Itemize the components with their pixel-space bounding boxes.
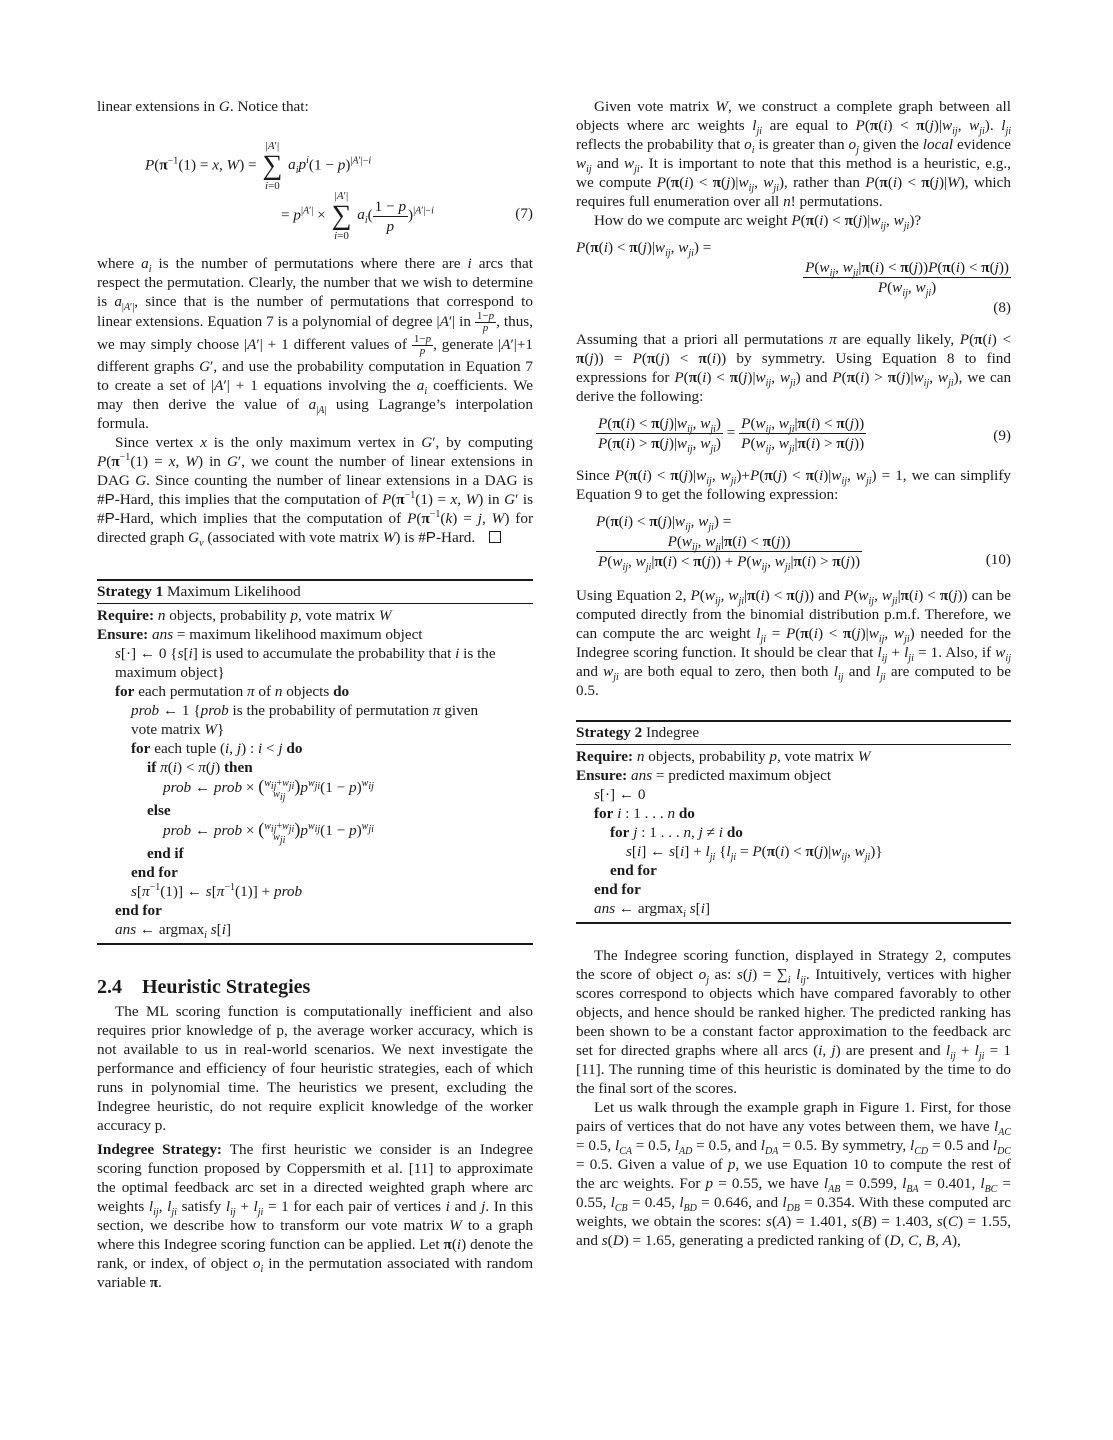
paragraph-walkthrough: Let us walk through the example graph in Figure 1. First, for those pairs of vertices that do not have any votes between them, we have $l_{AC} = 0.5$, $l_{CA} = 0.5$, $l_{AD} = 0.5$, and $l_{DA} = 0.5$. By symmetry, $l_{CD} = 0.5$ and $l_{DC} = 0.5$. Given a value of p, we use Equation 10 to compute the rest of the arc weights. For p = 0.55, we have $l_{AB} = 0.599$, $l_{BA} = 0.401$, $l_{BC} = 0.55$, $l_{CB} = 0.45$, $l_{BD} = 0.646$, and $l_{DB} = 0.354$. With these computed arc weights, we obtain the scores: s(A) = 1.401, s(B) = 1.403, s(C) = 1.55, and s(D) = 1.65, generating a predicted ranking of (D, C, B, A),	[576, 1099, 1012, 1249]
paragraph-indegree-function: The Indegree scoring function, displayed in Strategy 2, computes the score of object $o_j$ as: $s(j) = \sum_i$ $l_{ij}$. Intuitively, vertices with higher scores correspond to objects which have compared favorably to other objects, and hence should be ranked higher. The predicted ranking has been shown to be a constant factor approximation to the feedback arc set for directed graphs where all arcs (i, j) are present and $l_{ij} + l_{ji} = 1$ [11]. The running time of this heuristic is dominated by the time to do the final sort of the scores.	[576, 947, 1012, 1097]
paragraph-how: How do we compute arc weight $P(\pi(i) < \pi(j)|w_{ij}$, $w_{ji}$)?	[594, 212, 922, 233]
paragraph-ml: The ML scoring function is computationally inefficient and also requires prior knowledge of p, the average worker accuracy, which is not available to us in real-world scenarios. We next investigate the performance and efficiency of four heuristic strategies, each of which runs in polynomial time. The heuristics we present, excluding the Indegree heuristic, do not require explicit knowledge of the worker accuracy p.	[97, 1003, 533, 1134]
strategy-1-header: Strategy 1 Maximum Likelihood	[97, 581, 533, 604]
paragraph-ai: where $a_i$ is the number of permutations where there are i arcs that respect the permutation. Clearly, the number that we wish to determine is $a_{|A'|}$, since that is the number of permutations that correspond to linear extensions. Equation 7 is a polynomial of degree |A′| in $\frac{1-p}{p}$ , thus, we may simply choose |A′| + 1 different values of $\frac{1-p}{p}$ , generate |A′|+1 different graphs G′, and use the probability computation in Equation 7 to create a set of |A′| + 1 equations involving the $a_i$ coefficients. We may then derive the value of $a_{|A|}$ using Lagrange’s interpolation formula.	[97, 255, 534, 432]
strategy-1-algorithm: Strategy 1 Maximum Likelihood Require: n objects, probability p, vote matrix W Ensure: ans = maximum likelihood maximum object s[·] ← 0 {s[i] is used to accumulate the probability that i is the maximum object} for each permutation π of n objects do prob ← 1 {prob is the probability of permutation π given vote matrix W} for each tuple (i, j) : i < j do if π(i) < π(j) then prob ← prob × ( $w_{ij}+w_{ji}$ $w_{ij}$ )$p^{w_{ji}}(1 - p)^{w_{ij}}$ else prob ← prob × ( $w_{ij}+w_{ji}$ $w_{ji}$ )$p^{w_{ij}}(1 - p)^{w_{ji}}$ end if end for $s[\pi^{-1}(1)]$ ← $s[\pi^{-1}(1)]$ + prob end for ans ← argmax$_i$ s[i]	[97, 579, 533, 945]
qed-box	[489, 531, 501, 543]
right-column	[576, 97, 1011, 1250]
paragraph-vertex: Since vertex x is the only maximum vertex in G′, by computing $P(\pi^{-1}(1) = x$, W) in G′, we count the number of linear extensions in DAG G. Since counting the number of linear extensions in a DAG is #P-Hard, this implies that the computation of $P(\pi^{-1}(1) = x$, W) in G′ is #P-Hard, which implies that the computation of $P(\pi^{-1}(k) = j$, W) for directed graph $G_v$ (associated with vote matrix W) is #P-Hard.	[97, 434, 534, 550]
intro-paragraph: linear extensions in G. Notice that:	[97, 98, 309, 115]
equation-8: $P(\pi(i) < \pi(j)|w_{ij}$, $w_{ji}$) = $\frac{P(w_{ij}, w_{ji}|\pi(i) < \pi(j))P(\pi(i) < \pi(j))}{P(w_{ij}, w_{ji})}$ (8)	[576, 239, 1011, 316]
paragraph-using: Using Equation 2, $P(w_{ij}$, $w_{ji}|\pi(i) < \pi(j)$) and $P(w_{ij}$, $w_{ji}|\pi(i) < \pi(j)$) can be computed directly from the binomial distribution p.m.f. Therefore, we can compute the arc weight $l_{ji} = P(\pi(i) < \pi(j)|w_{ij}$, $w_{ji}$) needed for the Indegree scoring function. It should be clear that $l_{ij} + l_{ji} = 1$. Also, if $w_{ij}$ and $w_{ji}$ are both equal to zero, then both $l_{ij}$ and $l_{ji}$ are computed to be 0.5.	[576, 587, 1012, 699]
paragraph-indegree: Indegree Strategy: The first heuristic we consider is an Indegree scoring function proposed by Coppersmith et al. [11] to approximate the optimal feedback arc set in a directed weighted graph where arc weights $l_{ij}$, $l_{ji}$ satisfy $l_{ij} + l_{ji} = 1$ for each pair of vertices i and j. In this section, we describe how to transform our vote matrix W to a graph where this Indegree scoring function can be applied. Let π(i) denote the rank, or index, of object $o_i$ in the permutation associated with random variable π.	[97, 1141, 534, 1291]
equation-9: $\frac{P(\pi(i) < \pi(j)|w_{ij}, w_{ji})}{P(\pi(i) > \pi(j)|w_{ij}, w_{ji})}$ = $\frac{P(w_{ij}, w_{ji}|\pi(i) < \pi(j))}{P(w_{ij}, w_{ji}|\pi(i) > \pi(j))}$ (9)	[598, 415, 1011, 456]
strategy-2-header: Strategy 2 Indegree	[576, 722, 1011, 745]
equation-number: (8)	[993, 299, 1011, 316]
paragraph-assume: Assuming that a priori all permutations π are equally likely, P(π(i) < π(j)) = P(π(j) < π(i)) by symmetry. Using Equation 8 to find expressions for $P(\pi(i) < \pi(j)|w_{ij}$, $w_{ji}$) and $P(\pi(i) > \pi(j)|w_{ij}$, $w_{ji}$), we can derive the following:	[576, 331, 1012, 405]
left-column	[97, 97, 533, 1292]
paragraph-given: Given vote matrix W, we construct a complete graph between all objects where arc weights $l_{ji}$ are equal to $P(\pi(i) < \pi(j)|w_{ij}$, $w_{ji}$). $l_{ji}$ reflects the probability that $o_i$ is greater than $o_j$ given the local evidence $w_{ij}$ and $w_{ji}$. It is important to note that this method is a heuristic, e.g., we compute $P(\pi(i) < \pi(j)|w_{ij}$, $w_{ji}$), rather than P(π(i) < π(j)|W), which requires full enumeration over all n! permutations.	[576, 98, 1012, 210]
equation-number: (9)	[993, 427, 1011, 444]
paragraph-since: Since $P(\pi(i) < \pi(j)|w_{ij}$, $w_{ji})+P(\pi(j) < \pi(i)|w_{ij}$, $w_{ji}) = 1$, we can simplify Equation 9 to get the following expression:	[576, 467, 1012, 503]
section-heading: 2.4 Heuristic Strategies	[97, 976, 311, 998]
equation-7: $P(\pi^{-1}(1) = x$, W) = |A′| ∑ i=0 $a_ip^i(1 - p)^{|A'|-i}$ = $p^{|A'|} \times |A'|$ ∑ i=0 $a_i$( $\frac{1 - p}{p}$ )$^{|A'|-i}$ (7)	[145, 140, 533, 242]
strategy-2-algorithm: Strategy 2 Indegree Require: n objects, probability p, vote matrix W Ensure: ans = predicted maximum object s[·] ← 0 for i : 1 . . . n do for j : 1 . . . n, j ≠ i do s[i] ← $s[i] + l_{ji}$ {$l_{ji} = P(\pi(i) < \pi(j)|w_{ij}$, $w_{ji}$)} end for end for ans ← argmax$_i$ s[i]	[576, 720, 1011, 924]
equation-number: (7)	[515, 205, 533, 222]
equation-10: $P(\pi(i) < \pi(j)|w_{ij}$, $w_{ji}$) = $\frac{P(w_{ij}, w_{ji}|\pi(i) < \pi(j))}{P(w_{ij}, w_{ji}|\pi(i) < \pi(j)) + P(w_{ij}, w_{ji}|\pi(i) > \pi(j))}$ (10)	[596, 513, 1011, 574]
equation-number: (10)	[985, 551, 1011, 568]
